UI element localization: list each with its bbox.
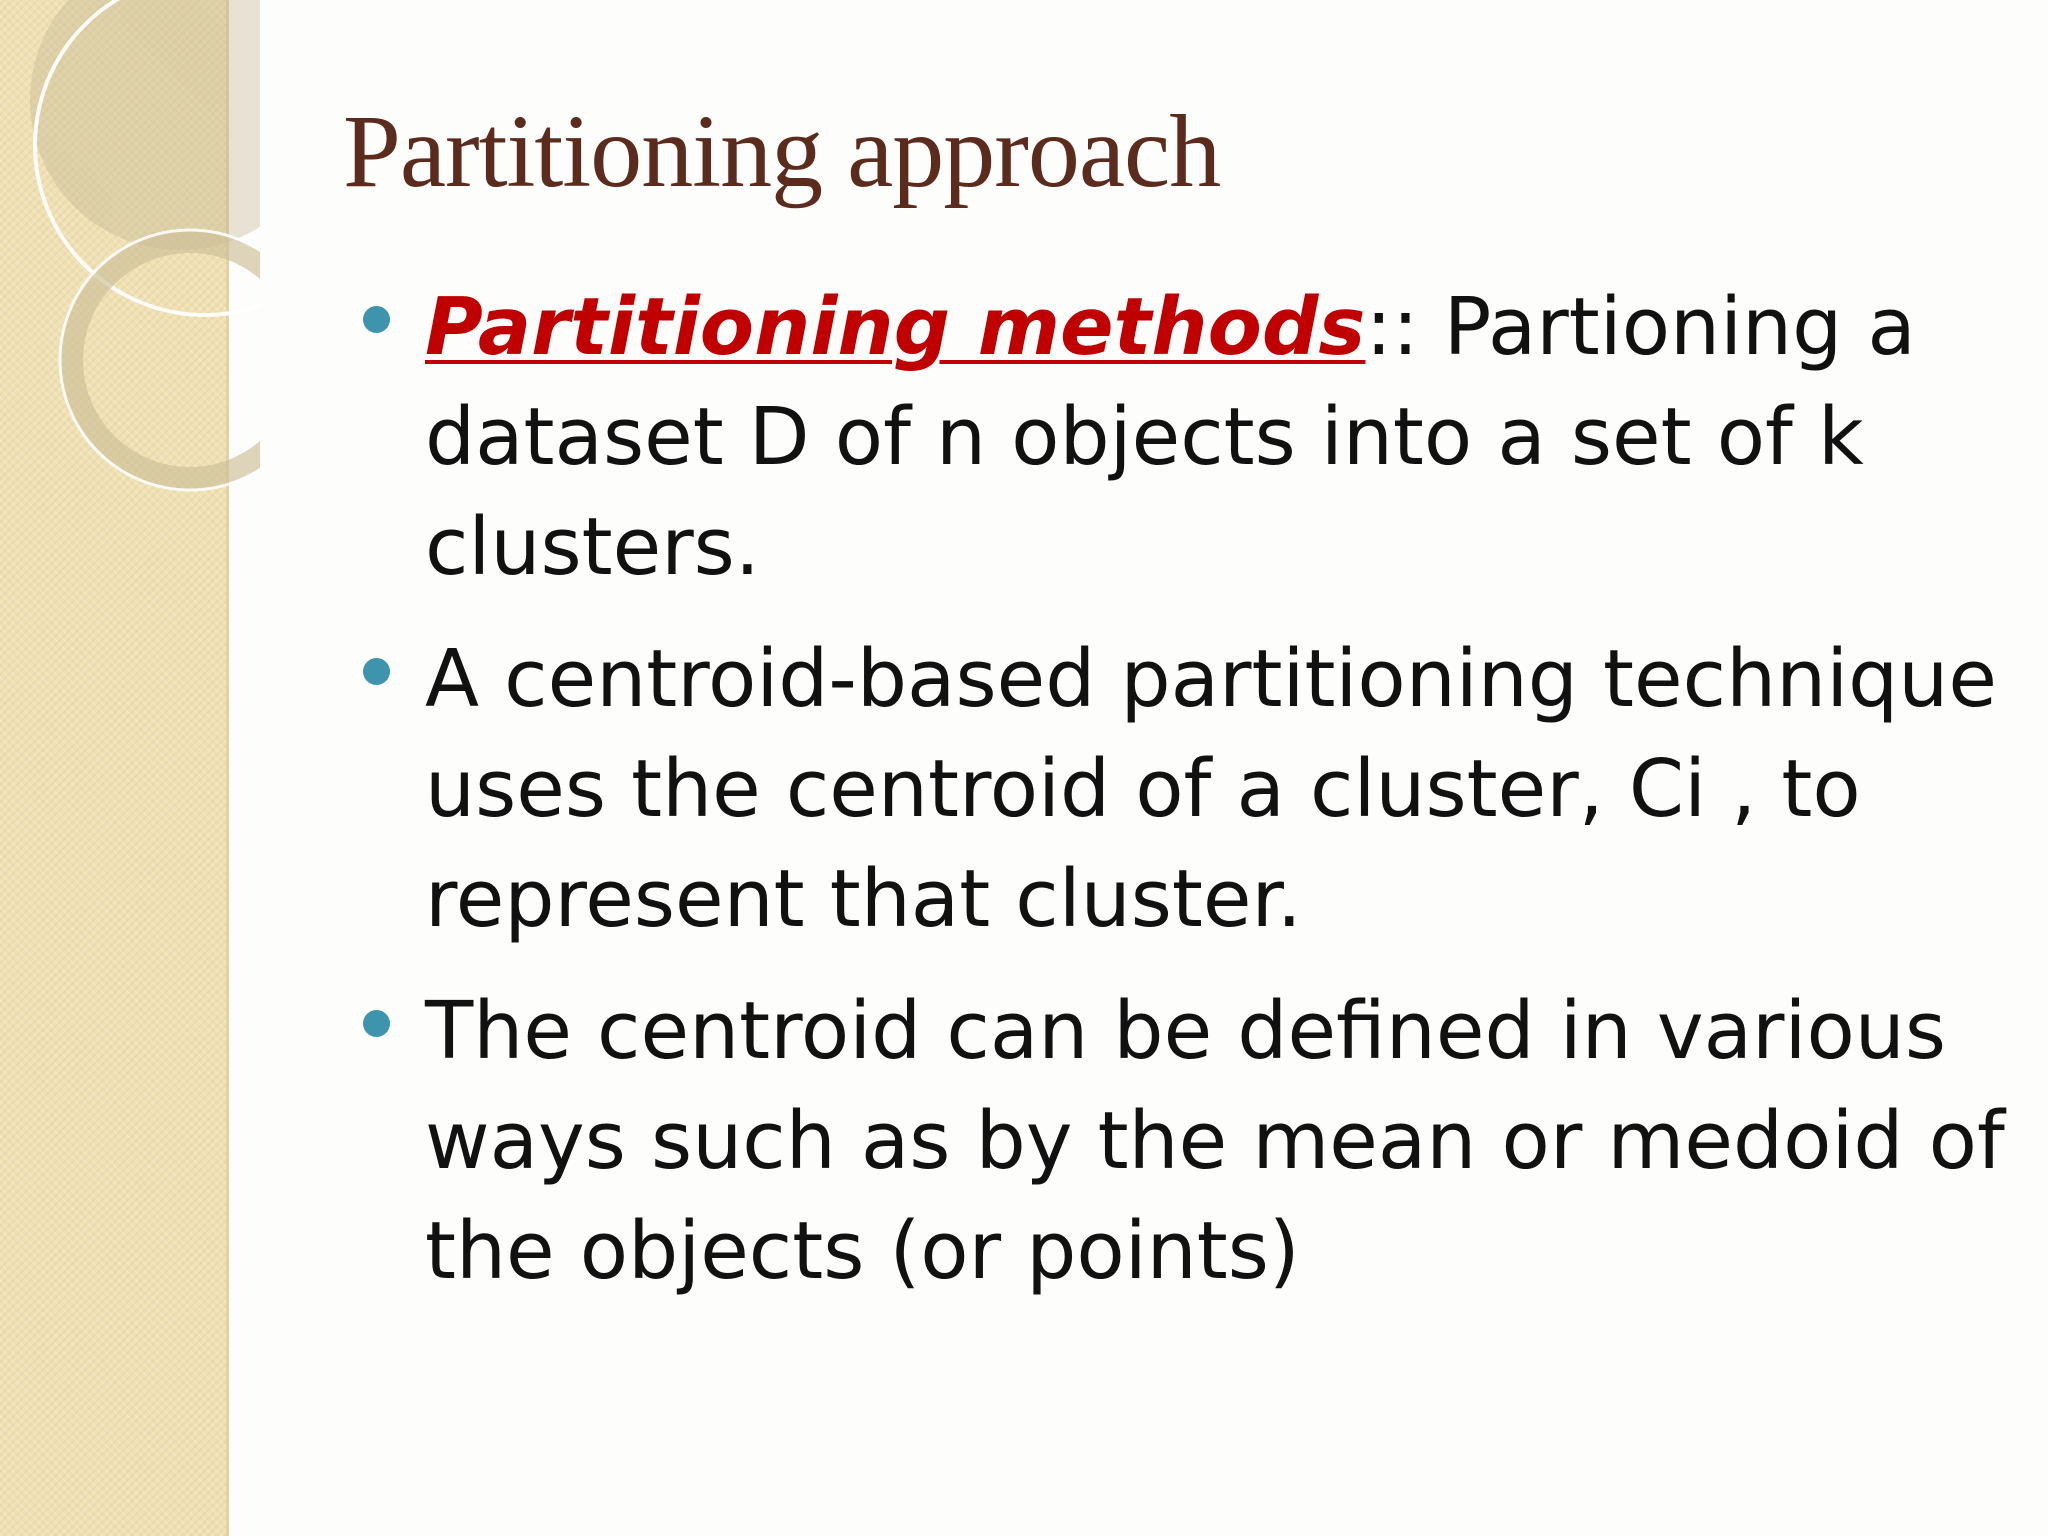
decorative-rings-graphic xyxy=(0,0,260,520)
bullet-text: The centroid can be defined in various ways such as by the mean or medoid of the objects (or points) xyxy=(425,985,2005,1297)
bullet-item xyxy=(425,976,2015,1306)
bullet-icon xyxy=(363,658,390,685)
bullet-item xyxy=(425,272,2015,602)
bullet-icon xyxy=(363,306,390,333)
bullet-text: A centroid-based partitioning technique uses the centroid of a cluster, Ci , to represent that cluster. xyxy=(425,633,1997,945)
bullet-icon xyxy=(363,1010,390,1037)
bullet-list xyxy=(425,272,2015,1328)
bullet-item xyxy=(425,624,2015,954)
slide-title: Partitioning approach xyxy=(343,94,1221,209)
highlighted-term: Partitioning methods xyxy=(425,281,1366,373)
bullet-text: :: Partioning a dataset D of n objects into a set of k clusters. xyxy=(425,281,1916,593)
